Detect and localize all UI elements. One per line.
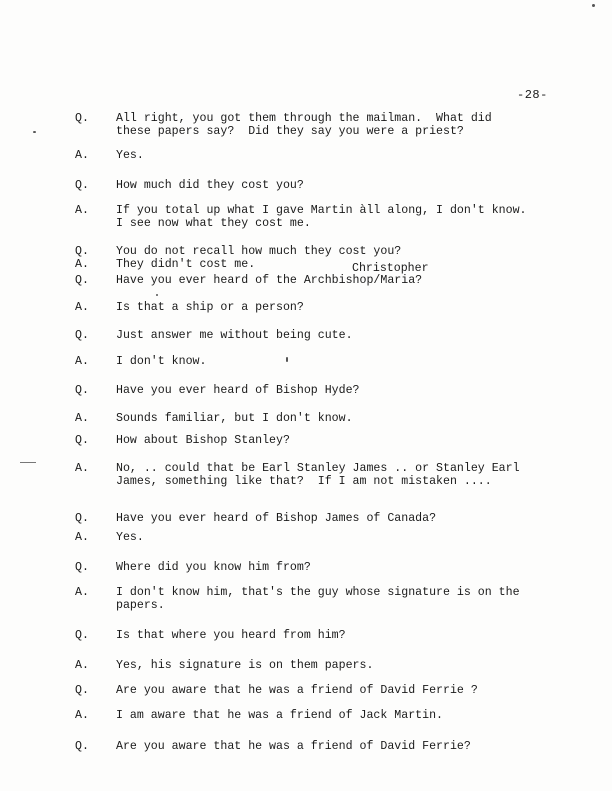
- speaker-marker: A.: [75, 301, 89, 314]
- speaker-marker: A.: [75, 462, 89, 475]
- transcript-line: Are you aware that he was a friend of David Ferrie?: [116, 740, 471, 753]
- speaker-marker: A.: [75, 586, 89, 599]
- speaker-marker: Q.: [75, 434, 89, 447]
- transcript-line: You do not recall how much they cost you?: [116, 245, 402, 258]
- speaker-marker: A.: [75, 258, 89, 271]
- speaker-marker: Q.: [75, 274, 89, 287]
- transcript-line: I am aware that he was a friend of Jack Martin.: [116, 709, 443, 722]
- transcript-line: Just answer me without being cute.: [116, 329, 353, 342]
- transcript-line: Yes, his signature is on them papers.: [116, 659, 374, 672]
- transcript-line: They didn't cost me.: [116, 258, 256, 271]
- scan-mark: [20, 462, 36, 463]
- scan-speck: [592, 4, 595, 7]
- transcript-line: Sounds familiar, but I don't know.: [116, 412, 353, 425]
- transcript-line: I don't know him, that's the guy whose signature is on the: [116, 586, 520, 599]
- speaker-marker: A.: [75, 412, 89, 425]
- speaker-marker: Q.: [75, 740, 89, 753]
- transcript-line: If you total up what I gave Martin àll along, I don't know.: [116, 204, 527, 217]
- transcript-line: Is that a ship or a person?: [116, 301, 304, 314]
- scan-speck: [286, 357, 288, 362]
- speaker-marker: Q.: [75, 561, 89, 574]
- speaker-marker: Q.: [75, 684, 89, 697]
- transcript-line: How about Bishop Stanley?: [116, 434, 290, 447]
- speaker-marker: A.: [75, 709, 89, 722]
- speaker-marker: Q.: [75, 629, 89, 642]
- scan-speck: [33, 131, 36, 133]
- transcript-line: these papers say? Did they say you were a priest?: [116, 125, 464, 138]
- transcript-line: Have you ever heard of the Archbishop/Maria?: [116, 274, 423, 287]
- speaker-marker: Q.: [75, 179, 89, 192]
- speaker-marker: Q.: [75, 112, 89, 125]
- transcript-line: Have you ever heard of Bishop James of Canada?: [116, 512, 437, 525]
- transcript-line: Is that where you heard from him?: [116, 629, 346, 642]
- scan-speck: [156, 294, 158, 296]
- transcript-line: Are you aware that he was a friend of David Ferrie ?: [116, 684, 478, 697]
- speaker-marker: A.: [75, 149, 89, 162]
- transcript-line: James, something like that? If I am not mistaken ....: [116, 475, 492, 488]
- transcript-line: How much did they cost you?: [116, 179, 304, 192]
- transcript-line: No, .. could that be Earl Stanley James .. or Stanley Earl: [116, 462, 520, 475]
- speaker-marker: A.: [75, 355, 89, 368]
- transcript-line: Yes.: [116, 531, 144, 544]
- speaker-marker: Q.: [75, 329, 89, 342]
- speaker-marker: Q.: [75, 512, 89, 525]
- handwritten-insertion: Christopher: [352, 262, 429, 275]
- speaker-marker: A.: [75, 531, 89, 544]
- transcript-line: Yes.: [116, 149, 144, 162]
- speaker-marker: Q.: [75, 245, 89, 258]
- speaker-marker: A.: [75, 204, 89, 217]
- transcript-line: I don't know.: [116, 355, 207, 368]
- page-number: -28-: [517, 88, 548, 102]
- transcript-line: papers.: [116, 599, 165, 612]
- speaker-marker: Q.: [75, 384, 89, 397]
- speaker-marker: A.: [75, 659, 89, 672]
- transcript-line: Have you ever heard of Bishop Hyde?: [116, 384, 360, 397]
- transcript-line: All right, you got them through the mailman. What did: [116, 112, 492, 125]
- transcript-line: Where did you know him from?: [116, 561, 311, 574]
- transcript-line: I see now what they cost me.: [116, 217, 311, 230]
